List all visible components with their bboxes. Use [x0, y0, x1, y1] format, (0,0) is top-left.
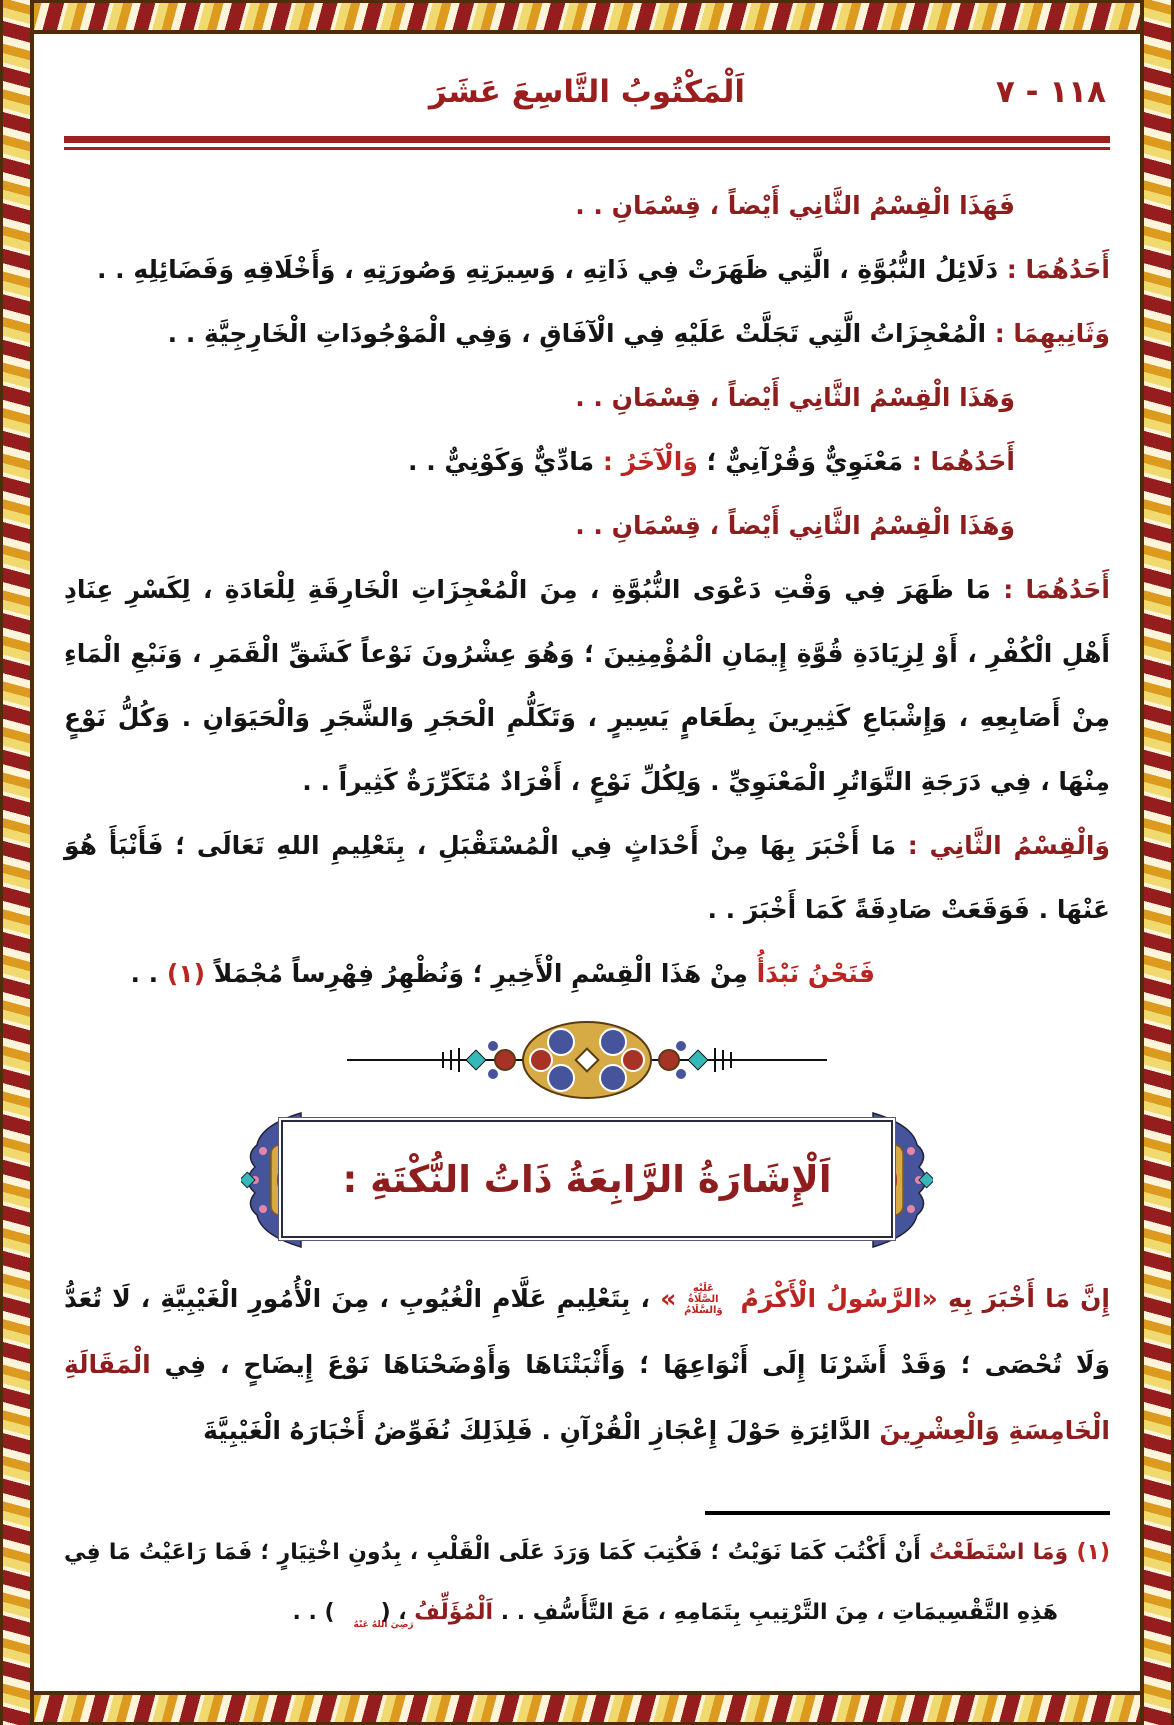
paragraph-text: مَا ظَهَرَ فِي وَقْتِ دَعْوَى النُّبُوَّةِ ، مِنَ الْمُعْجِزَاتِ الْخَارِقَةِ لِلْعَادَةِ ، لِكَسْرِ عِنَادِ أَهْلِ الْكُفْرِ ، أَوْ لِزِيَادَةِ قُوَّةِ إِيمَانِ الْمُؤْمِنِينَ ؛ وَهُوَ عِشْرُونَ نَوْعاً كَشَقِّ الْقَمَرِ ، وَنَبْعِ الْمَاءِ مِنْ أَصَابِعِهِ ، وَإِشْبَاعِ كَثِيرِينَ بِطَعَامٍ يَسِيرٍ ، وَتَكَلُّمِ الْحَجَرِ وَالشَّجَرِ وَالْحَيَوَانِ . وَكُلُّ نَوْعٍ مِنْهَا ، فِي دَرَجَةِ التَّوَاتُرِ الْمَعْنَوِيِّ . وَلِكُلِّ نَوْعٍ ، أَفْرَادٌ مُتَكَرِّرَةٌ كَثِيراً . .	[64, 575, 1110, 796]
paragraph-text: مِنْ هَذَا الْقِسْمِ الْأَخِيرِ ؛ وَنُظْهِرُ فِهْرِساً مُجْمَلاً	[205, 959, 748, 988]
page-title: اَلْمَكْتُوبُ التَّاسِعَ عَشَرَ	[428, 74, 746, 110]
paragraph-second-part	[64, 814, 1110, 942]
section-title: اَلْإِشَارَةُ الرَّابِعَةُ ذَاتُ النُّكْتَةِ :	[342, 1157, 832, 1201]
chain-border-left	[0, 0, 34, 1725]
paragraph-text: ، بِتَعْلِيمِ عَلَّامِ الْغُيُوبِ ، مِنَ الْأُمُورِ الْغَيْبِيَّةِ ، لَا تُعَدُّ وَلَا تُحْصَى ؛ وَقَدْ أَشَرْنَا إِلَى أَنْوَاعِهَا ؛ وَأَثْبَتْنَاهَا وَأَوْضَحْنَاهَا نَوْعَ إِيضَاحٍ ، فِي	[64, 1284, 1110, 1379]
body-text	[64, 174, 1110, 1006]
section-title-frame	[281, 1120, 893, 1238]
ornate-bracket-open: «	[921, 1284, 938, 1313]
footnote-marker: (١)	[1068, 1540, 1110, 1565]
page-content	[34, 34, 1140, 1691]
paragraph-text: مَادِّيٌّ وَكَوْنِيٌّ . .	[408, 447, 595, 476]
footnote-rule	[705, 1511, 1110, 1515]
author-signature: اَلْمُؤَلِّفُ	[414, 1600, 494, 1625]
paragraph-two-parts	[64, 430, 1110, 494]
paragraph-miracles	[64, 558, 1110, 814]
ornate-bracket-close: »	[660, 1284, 677, 1313]
footnote-text: ، (	[380, 1600, 415, 1625]
lead-word: أَحَدُهُمَا :	[998, 255, 1110, 284]
footnote	[64, 1523, 1110, 1643]
honorific-title: الرَّسُولُ الْأَكْرَمُ	[730, 1284, 922, 1313]
footnote-block	[64, 1511, 1110, 1665]
chain-border-top	[0, 0, 1174, 34]
footnote-text: أَنْ أَكْتُبَ كَمَا نَوَيْتُ ؛ فَكُتِبَ كَمَا وَرَدَ عَلَى الْقَلْبِ ، بِدُونِ اخْتِيَارٍ ؛ فَمَا رَاعَيْتُ مَا فِي هَذِهِ التَّقْسِيمَاتِ ، مِنَ التَّرْتِيبِ بِتَمَامِهِ ، مَعَ التَّأَسُّفِ . .	[64, 1540, 1058, 1625]
lead-word: إِنَّ مَا أَخْبَرَ بِهِ	[937, 1284, 1111, 1313]
page-header	[64, 74, 1110, 124]
paragraph-text: الْمُعْجِزَاتُ الَّتِي تَجَلَّتْ عَلَيْهِ فِي الْآفَاقِ ، وَفِي الْمَوْجُودَاتِ الْخَارِجِيَّةِ . .	[167, 319, 987, 348]
header-rule-thick	[64, 136, 1110, 143]
paragraph-we-begin	[64, 942, 1110, 1006]
treatise-reference: الْمَقَالَةِ الْخَامِسَةِ وَالْعِشْرِينَ	[64, 1350, 1110, 1445]
paragraph-text: مَا أَخْبَرَ بِهَا مِنْ أَحْدَاثٍ فِي الْمُسْتَقْبَلِ ، بِتَعْلِيمِ اللهِ تَعَالَى ؛ فَأَنْبَأَ هُوَ عَنْهَا . فَوَقَعَتْ صَادِقَةً كَمَا أَخْبَرَ . .	[64, 831, 1110, 924]
lead-word: وَثَانِيهِمَا :	[986, 319, 1110, 348]
paragraph-text: مَعْنَوِيٌّ وَقُرْآنِيٌّ ؛	[697, 447, 904, 476]
section-title-box	[281, 1120, 893, 1238]
floral-divider-icon	[347, 1020, 827, 1100]
lead-word: أَحَدُهُمَا :	[990, 575, 1110, 604]
footnote-text: . .	[292, 1600, 325, 1625]
salawat-calligraphy: عَلَيْهِ الصَّلَاةُ وَالسَّلَامُ	[684, 1283, 723, 1316]
paragraph-first-kind	[64, 238, 1110, 302]
paragraph-text: . .	[130, 959, 167, 988]
lead-word: وَالْقِسْمُ الثَّانِي :	[896, 831, 1110, 860]
lead-word: أَحَدُهُمَا :	[903, 447, 1015, 476]
paragraph-fourth-indication	[64, 1266, 1110, 1464]
header-rule-thin	[64, 147, 1110, 150]
lead-word: وَمَا اسْتَطَعْتُ	[920, 1540, 1069, 1565]
paragraph-intro-2: وَهَذَا الْقِسْمُ الثَّانِي أَيْضاً ، قِسْمَانِ . .	[575, 383, 1015, 412]
paragraph-text: دَلَائِلُ النُّبُوَّةِ ، الَّتِي ظَهَرَتْ فِي ذَاتِهِ ، وَسِيرَتِهِ وَصُورَتِهِ ، وَأَخْلَاقِهِ وَفَضَائِلِهِ . .	[96, 255, 999, 284]
rda-calligraphy: رَضِيَ اللهُ عَنْهُ	[353, 1620, 414, 1630]
lead-word: فَنَحْنُ نَبْدَأُ	[747, 959, 875, 988]
chain-border-right	[1140, 0, 1174, 1725]
paragraph-text: الدَّائِرَةِ حَوْلَ إِعْجَازِ الْقُرْآنِ . فَلِذَلِكَ نُفَوِّضُ أَخْبَارَهُ الْغَيْبِيَّةَ	[203, 1416, 880, 1445]
paragraph-second-kind	[64, 302, 1110, 366]
footnote-text: )	[324, 1600, 335, 1625]
chain-border-bottom	[0, 1691, 1174, 1725]
footnote-reference: (١)	[166, 959, 206, 988]
section-divider	[64, 1020, 1110, 1104]
paragraph-intro-1: فَهَذَا الْقِسْمُ الثَّانِي أَيْضاً ، قِسْمَانِ . .	[575, 191, 1015, 220]
page-number: ١١٨ - ٧	[995, 74, 1106, 110]
paragraph-intro-3: وَهَذَا الْقِسْمُ الثَّانِي أَيْضاً ، قِسْمَانِ . .	[575, 511, 1015, 540]
lead-word-other: وَالْآخَرُ :	[594, 447, 698, 476]
